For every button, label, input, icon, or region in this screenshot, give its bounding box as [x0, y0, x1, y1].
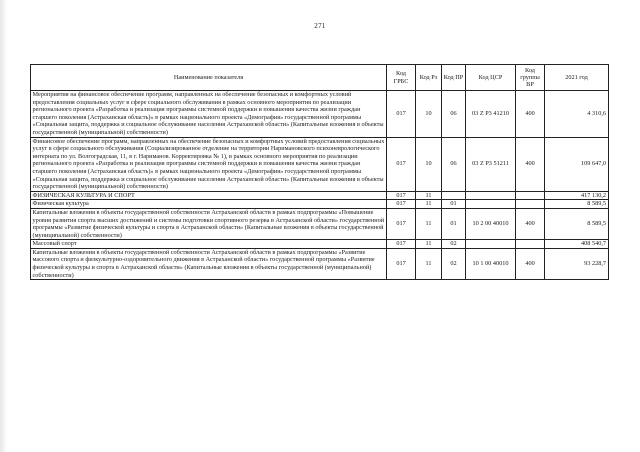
row-amount: 417 130,2 [545, 191, 609, 200]
row-vr: 400 [516, 137, 545, 191]
page-number: 271 [314, 22, 326, 30]
table-row-subsection [31, 240, 609, 249]
row-grbs: 017 [387, 208, 416, 239]
row-grbs: 017 [387, 248, 416, 279]
row-pr: 06 [442, 137, 466, 191]
row-vr: 400 [516, 248, 545, 279]
row-rz: 11 [416, 248, 442, 279]
header-csr: Код ЦСР [466, 65, 516, 91]
row-name: ФИЗИЧЕСКАЯ КУЛЬТУРА И СПОРТ [31, 191, 387, 200]
table-row [31, 137, 609, 191]
header-vr: Код группы ВР [516, 65, 545, 91]
row-vr [516, 191, 545, 200]
row-csr: 03 Z P3 41210 [466, 91, 516, 138]
row-name: Массовый спорт [31, 240, 387, 249]
row-csr [466, 240, 516, 249]
row-rz: 10 [416, 137, 442, 191]
row-csr: 10 2 00 40010 [466, 208, 516, 239]
row-grbs: 017 [387, 191, 416, 200]
header-grbs: Код ГРБС [387, 65, 416, 91]
row-pr: 02 [442, 248, 466, 279]
row-rz: 11 [416, 208, 442, 239]
row-rz: 10 [416, 91, 442, 138]
row-name: Мероприятия на финансовое обеспечение программ, направленных на обеспечение безопасных и комфортных условий предоставления социальных услуг в сфере социального обслуживания в рамках основного мероприятия по реализации регионального проекта «Разработка и реализация программы системной поддержки и повышения качества жизни граждан старшего поколения (Астраханская область)» в рамках национального проекта «Демография» государственной программы «Социальная защита, поддержка и социальное обслуживание населения Астраханской области» (Капитальные вложения в объекты государственной (муниципальной) собственности) [31, 91, 387, 138]
row-amount: 4 310,6 [545, 91, 609, 138]
table-row-section [31, 191, 609, 200]
row-csr: 03 Z P3 51211 [466, 137, 516, 191]
row-amount: 408 540,7 [545, 240, 609, 249]
table-row [31, 208, 609, 239]
table-row [31, 91, 609, 138]
table-row-subsection [31, 200, 609, 209]
row-grbs: 017 [387, 137, 416, 191]
row-name: Капитальные вложения в объекты государственной собственности Астраханской области в рамках подпрограммы «Повышение уровня развития спорта высших достижений и системы подготовки спортивного резерва в Астраханской области» государственной программы «Развитие физической культуры и спорта в Астраханской области» (Капитальные вложения в объекты государственной (муниципальной) собственности) [31, 208, 387, 239]
row-vr: 400 [516, 208, 545, 239]
row-grbs: 017 [387, 240, 416, 249]
row-rz: 11 [416, 191, 442, 200]
header-pr: Код ПР [442, 65, 466, 91]
row-rz: 11 [416, 240, 442, 249]
header-name: Наименование показателя [31, 65, 387, 91]
row-csr: 10 1 00 40010 [466, 248, 516, 279]
row-rz: 11 [416, 200, 442, 209]
table-header-row [31, 65, 609, 91]
row-pr: 01 [442, 200, 466, 209]
row-vr: 400 [516, 91, 545, 138]
row-grbs: 017 [387, 91, 416, 138]
header-rz: Код Рз [416, 65, 442, 91]
table-row [31, 248, 609, 279]
header-year: 2021 год [545, 65, 609, 91]
scan-edge-shadow [0, 0, 7, 452]
row-vr [516, 200, 545, 209]
row-name: Капитальные вложения в объекты государственной собственности Астраханской области в рамках подпрограммы «Развитие массового спорта и физкультурно-оздоровительного движения в Астраханской области» государственной программы «Развитие физической культуры и спорта в Астраханской области» (Капитальные вложения в объекты государственной (муниципальной) собственности) [31, 248, 387, 279]
row-pr [442, 191, 466, 200]
row-name: Физическая культура [31, 200, 387, 209]
row-csr [466, 200, 516, 209]
row-amount: 8 589,5 [545, 200, 609, 209]
row-pr: 01 [442, 208, 466, 239]
row-pr: 06 [442, 91, 466, 138]
row-amount: 93 228,7 [545, 248, 609, 279]
budget-table [30, 64, 609, 280]
row-grbs: 017 [387, 200, 416, 209]
row-vr [516, 240, 545, 249]
row-csr [466, 191, 516, 200]
row-pr: 02 [442, 240, 466, 249]
row-name: Финансовое обеспечение программ, направленных на обеспечение безопасных и комфортных условий предоставления социальных услуг в сфере социального обслуживания (Социализированное отделение на территории Наримановского психоневрологического интерната по ул. Волгоградская, 11, в г. Нариманов. Корректировка № 1), в рамках основного мероприятия по реализации регионального проекта «Разработка и реализация программы системной поддержки и повышения качества жизни граждан старшего поколения (Астраханская область)» в рамках национального проекта «Демография» государственной программы «Социальная защита, поддержка и социальное обслуживание населения Астраханской области» (Капитальные вложения в объекты государственной (муниципальной) собственности) [31, 137, 387, 191]
row-amount: 8 589,5 [545, 208, 609, 239]
row-amount: 109 647,0 [545, 137, 609, 191]
